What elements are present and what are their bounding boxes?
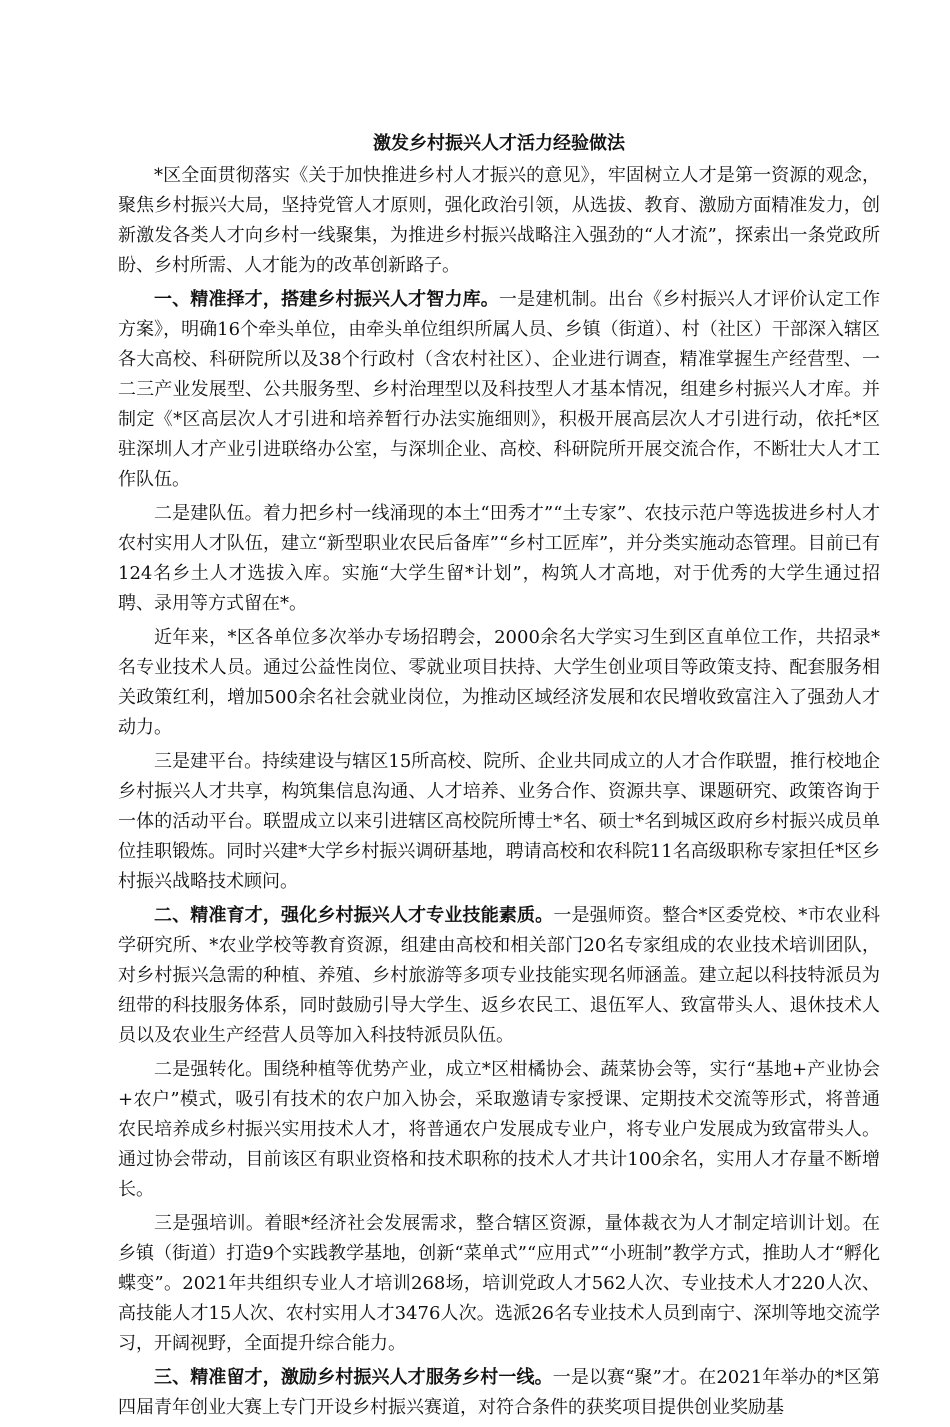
paragraph-text: *区全面贯彻落实《关于加快推进乡村人才振兴的意见》，牢固树立人才是第一资源的观念，聚焦乡村振兴大局，坚持党管人才原则，强化政治引领，从选拔、教育、激励方面精准发力，创新激发各类人才向乡村一线聚集，为推进乡村振兴战略注入强劲的“人才流”，探索出一条党政所盼、乡村所需、人才能为的改革创新路子。: [118, 165, 880, 276]
paragraph-text: 近年来，*区各单位多次举办专场招聘会，2000余名大学实习生到区直单位工作，共招录*名专业技术人员。通过公益性岗位、零就业项目扶持、大学生创业项目等政策支持、配套服务相关政策红利，增加500余名社会就业岗位，为推动区域经济发展和农民增收致富注入了强劲人才动力。: [118, 627, 880, 738]
document-title: 激发乡村振兴人才活力经验做法: [373, 133, 625, 154]
paragraph-section-1: [118, 285, 880, 495]
paragraph-text: 二是强转化。围绕种植等优势产业，成立*区柑橘协会、蔬菜协会等，实行“基地+产业协会+农户”模式，吸引有技术的农户加入协会，采取邀请专家授课、定期技术交流等形式，将普通农民培养成乡村振兴实用技术人才，将普通农户发展成专业户，将专业户发展成为致富带头人。通过协会带动，目前该区有职业资格和技术职称的技术人才共计100余名，实用人才存量不断增长。: [118, 1059, 880, 1200]
section-heading: 三、精准留才，激励乡村振兴人才服务乡村一线。: [154, 1367, 553, 1388]
paragraph-text: 一是建机制。出台《乡村振兴人才评价认定工作方案》，明确16个牵头单位，由牵头单位组织所属人员、乡镇（街道）、村（社区）干部深入辖区各大高校、科研院所以及38个行政村（含农村社区）、企业进行调查，精准掌握生产经营型、一二三产业发展型、公共服务型、乡村治理型以及科技型人才基本情况，组建乡村振兴人才库。并制定《*区高层次人才引进和培养暂行办法实施细则》，积极开展高层次人才引进行动，依托*区驻深圳人才产业引进联络办公室，与深圳企业、高校、科研院所开展交流合作，不断壮大人才工作队伍。: [118, 289, 880, 490]
paragraph-section-3: [118, 1363, 880, 1423]
paragraph-strengthen-training: [118, 1209, 880, 1359]
section-heading: 一、精准择才，搭建乡村振兴人才智力库。: [154, 289, 499, 310]
paragraph-recent-years: [118, 623, 880, 743]
paragraph-build-team: [118, 499, 880, 619]
section-heading: 二、精准育才，强化乡村振兴人才专业技能素质。: [154, 905, 554, 926]
paragraph-text: 一是以赛“聚”才。在2021年举办的*区第四届青年创业大赛上专门开设乡村振兴赛道，对符合条件的获奖项目提供创业奖励基: [118, 1367, 880, 1418]
paragraph-text: 三是强培训。着眼*经济社会发展需求，整合辖区资源，量体裁衣为人才制定培训计划。在乡镇（街道）打造9个实践教学基地，创新“菜单式”“应用式”“小班制”教学方式，推助人才“孵化蝶变”。2021年共组织专业人才培训268场，培训党政人才562人次、专业技术人才220人次、高技能人才15人次、农村实用人才3476人次。选派26名专业技术人员到南宁、深圳等地交流学习，开阔视野，全面提升综合能力。: [118, 1213, 880, 1354]
paragraph-strengthen-transform: [118, 1055, 880, 1205]
paragraph-intro: [118, 161, 880, 281]
paragraph-section-2: [118, 901, 880, 1051]
document-page: [118, 123, 880, 1427]
paragraph-build-platform: [118, 747, 880, 897]
paragraph-text: 三是建平台。持续建设与辖区15所高校、院所、企业共同成立的人才合作联盟，推行校地企乡村振兴人才共享，构筑集信息沟通、人才培养、业务合作、资源共享、课题研究、政策咨询于一体的活动平台。联盟成立以来引进辖区高校院所博士*名、硕士*名到城区政府乡村振兴成员单位挂职锻炼。同时兴建*大学乡村振兴调研基地，聘请高校和农科院11名高级职称专家担任*区乡村振兴战略技术顾问。: [118, 751, 880, 892]
paragraph-text: 二是建队伍。着力把乡村一线涌现的本土“田秀才”“土专家”、农技示范户等选拔进乡村人才农村实用人才队伍，建立“新型职业农民后备库”“乡村工匠库”，并分类实施动态管理。目前已有124名乡土人才选拔入库。实施“大学生留*计划”，构筑人才高地，对于优秀的大学生通过招聘、录用等方式留在*。: [118, 503, 880, 614]
paragraph-text: 一是强师资。整合*区委党校、*市农业科学研究所、*农业学校等教育资源，组建由高校和相关部门20名专家组成的农业技术培训团队，对乡村振兴急需的种植、养殖、乡村旅游等多项专业技能实现名师涵盖。建立起以科技特派员为纽带的科技服务体系，同时鼓励引导大学生、返乡农民工、退伍军人、致富带头人、退休技术人员以及农业生产经营人员等加入科技特派员队伍。: [118, 905, 881, 1046]
